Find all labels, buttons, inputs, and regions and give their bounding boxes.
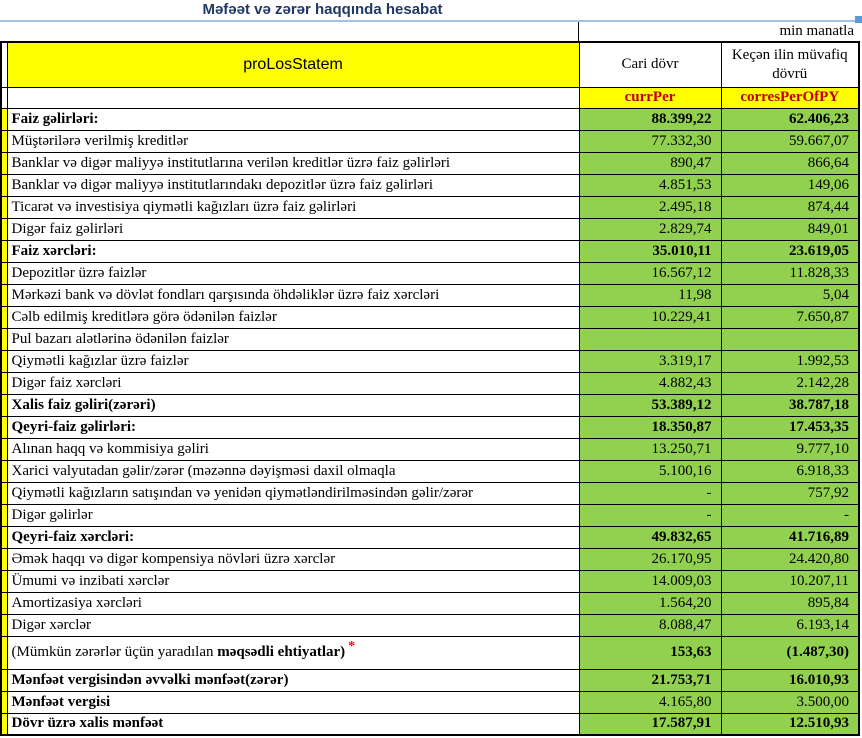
row-value-prior: 12.510,93 bbox=[721, 713, 859, 735]
row-label: Digər faiz xərcləri bbox=[7, 372, 579, 394]
row-value-current: 2.495,18 bbox=[579, 196, 721, 218]
table-row bbox=[1, 570, 859, 592]
spacer bbox=[0, 22, 578, 41]
table-row bbox=[1, 240, 859, 262]
row-value-current: 1.564,20 bbox=[579, 592, 721, 614]
row-value-current: 49.832,65 bbox=[579, 526, 721, 548]
row-value-prior: 23.619,05 bbox=[721, 240, 859, 262]
table-row bbox=[1, 526, 859, 548]
row-label: Ticarət və investisiya qiymətli kağızları üzrə faiz gəlirləri bbox=[7, 196, 579, 218]
row-value-current: 53.389,12 bbox=[579, 394, 721, 416]
row-label: Müştərilərə verilmiş kreditlər bbox=[7, 130, 579, 152]
table-row bbox=[1, 438, 859, 460]
row-label: Cəlb edilmiş kreditlərə görə ödənilən faizlər bbox=[7, 306, 579, 328]
table-row bbox=[1, 482, 859, 504]
row-label: Qeyri-faiz gəlirləri: bbox=[7, 416, 579, 438]
row-value-current: 8.088,47 bbox=[579, 614, 721, 636]
row-value-current: 77.332,30 bbox=[579, 130, 721, 152]
table-row bbox=[1, 284, 859, 306]
table-row bbox=[1, 460, 859, 482]
row-value-prior: - bbox=[721, 504, 859, 526]
row-value-current: 4.851,53 bbox=[579, 174, 721, 196]
row-value-prior: 2.142,28 bbox=[721, 372, 859, 394]
table-row bbox=[1, 592, 859, 614]
row-value-prior: 5,04 bbox=[721, 284, 859, 306]
row-value-prior: (1.487,30) bbox=[721, 636, 859, 669]
row-value-current: 26.170,95 bbox=[579, 548, 721, 570]
row-value-prior: 866,64 bbox=[721, 152, 859, 174]
row-label: Faiz gəlirləri: bbox=[7, 108, 579, 130]
row-value-prior: 757,92 bbox=[721, 482, 859, 504]
table-row bbox=[1, 328, 859, 350]
table-row bbox=[1, 504, 859, 526]
row-value-prior: 41.716,89 bbox=[721, 526, 859, 548]
code-row bbox=[1, 87, 859, 108]
table-row bbox=[1, 262, 859, 284]
code-empty-cell bbox=[7, 87, 579, 108]
row-label: Xarici valyutadan gəlir/zərər (məzənnə dəyişməsi daxil olmaqla bbox=[7, 460, 579, 482]
table-row bbox=[1, 636, 859, 669]
row-label: Mərkəzi bank və dövlət fondları qarşısında öhdəliklər üzrə faiz xərcləri bbox=[7, 284, 579, 306]
table-row bbox=[1, 218, 859, 240]
table-row bbox=[1, 614, 859, 636]
row-label: Mənfəət vergisi bbox=[7, 691, 579, 713]
row-value-prior: 16.010,93 bbox=[721, 669, 859, 691]
row-value-current: 21.753,71 bbox=[579, 669, 721, 691]
row-value-prior bbox=[721, 328, 859, 350]
row-value-prior: 7.650,87 bbox=[721, 306, 859, 328]
row-value-current: 18.350,87 bbox=[579, 416, 721, 438]
header-row bbox=[1, 42, 859, 87]
row-value-current: 10.229,41 bbox=[579, 306, 721, 328]
table-row bbox=[1, 691, 859, 713]
table-row bbox=[1, 548, 859, 570]
row-value-prior: 24.420,80 bbox=[721, 548, 859, 570]
row-label: Alınan haqq və kommisiya gəliri bbox=[7, 438, 579, 460]
page-title: Məfəət və zərər haqqında hesabat bbox=[202, 1, 443, 18]
row-label: Banklar və digər maliyyə institutlarındakı depozitlər üzrə faiz gəlirləri bbox=[7, 174, 579, 196]
row-label: Digər xərclər bbox=[7, 614, 579, 636]
table-row bbox=[1, 350, 859, 372]
row-label: Depozitlər üzrə faizlər bbox=[7, 262, 579, 284]
row-value-current: 890,47 bbox=[579, 152, 721, 174]
table-row bbox=[1, 130, 859, 152]
row-value-prior: 62.406,23 bbox=[721, 108, 859, 130]
table-row bbox=[1, 713, 859, 735]
row-label: Faiz xərcləri: bbox=[7, 240, 579, 262]
unit-note-row bbox=[0, 22, 858, 41]
row-value-current: 17.587,91 bbox=[579, 713, 721, 735]
row-label: (Mümkün zərərlər üçün yaradılan məqsədli ehtiyatlar) * bbox=[7, 636, 579, 669]
row-value-prior: 38.787,18 bbox=[721, 394, 859, 416]
row-value-prior: 874,44 bbox=[721, 196, 859, 218]
row-value-prior: 849,01 bbox=[721, 218, 859, 240]
row-value-prior: 3.500,00 bbox=[721, 691, 859, 713]
row-value-current bbox=[579, 328, 721, 350]
statement-name-cell: proLosStatem bbox=[7, 42, 579, 87]
row-label: Pul bazarı alətlərinə ödənilən faizlər bbox=[7, 328, 579, 350]
row-value-current: 2.829,74 bbox=[579, 218, 721, 240]
col-header-prior: Keçən ilin müvafiq dövrü bbox=[721, 42, 859, 87]
row-label: Qiymətli kağızlar üzrə faizlər bbox=[7, 350, 579, 372]
row-value-current: 3.319,17 bbox=[579, 350, 721, 372]
table-row bbox=[1, 394, 859, 416]
row-label: Digər faiz gəlirləri bbox=[7, 218, 579, 240]
table-row bbox=[1, 669, 859, 691]
col-header-current: Cari dövr bbox=[579, 42, 721, 87]
selection-handle[interactable] bbox=[855, 16, 862, 23]
row-value-current: 35.010,11 bbox=[579, 240, 721, 262]
row-value-current: 14.009,03 bbox=[579, 570, 721, 592]
col-code-current: currPer bbox=[579, 87, 721, 108]
row-value-current: 11,98 bbox=[579, 284, 721, 306]
title-bar bbox=[0, 0, 862, 22]
table-row bbox=[1, 108, 859, 130]
table-row bbox=[1, 196, 859, 218]
row-value-current: 13.250,71 bbox=[579, 438, 721, 460]
row-label: Xalis faiz gəliri(zərəri) bbox=[7, 394, 579, 416]
col-code-prior: corresPerOfPY bbox=[721, 87, 859, 108]
row-value-prior: 9.777,10 bbox=[721, 438, 859, 460]
row-value-prior: 149,06 bbox=[721, 174, 859, 196]
row-label: Banklar və digər maliyyə institutlarına verilən kreditlər üzrə faiz gəlirləri bbox=[7, 152, 579, 174]
row-value-current: 5.100,16 bbox=[579, 460, 721, 482]
row-value-prior: 17.453,35 bbox=[721, 416, 859, 438]
table-row bbox=[1, 372, 859, 394]
row-label: Qiymətli kağızların satışından və yenidən qiymətləndirilməsindən gəlir/zərər bbox=[7, 482, 579, 504]
row-value-prior: 6.918,33 bbox=[721, 460, 859, 482]
table-row bbox=[1, 174, 859, 196]
row-value-current: 4.882,43 bbox=[579, 372, 721, 394]
footnote-star: * bbox=[348, 639, 356, 654]
table-row bbox=[1, 152, 859, 174]
row-label: Mənfəət vergisindən əvvəlki mənfəət(zərər) bbox=[7, 669, 579, 691]
row-value-current: 16.567,12 bbox=[579, 262, 721, 284]
row-value-prior: 1.992,53 bbox=[721, 350, 859, 372]
row-value-prior: 59.667,07 bbox=[721, 130, 859, 152]
row-value-current: - bbox=[579, 504, 721, 526]
row-value-prior: 895,84 bbox=[721, 592, 859, 614]
profit-loss-table bbox=[0, 41, 860, 736]
table-row bbox=[1, 306, 859, 328]
row-value-current: 4.165,80 bbox=[579, 691, 721, 713]
row-label: Əmək haqqı və digər kompensiya növləri üzrə xərclər bbox=[7, 548, 579, 570]
row-label: Qeyri-faiz xərcləri: bbox=[7, 526, 579, 548]
row-value-prior: 6.193,14 bbox=[721, 614, 859, 636]
table-row bbox=[1, 416, 859, 438]
row-label: Dövr üzrə xalis mənfəət bbox=[7, 713, 579, 735]
row-value-current: - bbox=[579, 482, 721, 504]
unit-note: min manatla bbox=[578, 22, 858, 41]
row-label: Amortizasiya xərcləri bbox=[7, 592, 579, 614]
row-value-prior: 11.828,33 bbox=[721, 262, 859, 284]
row-label: Digər gəlirlər bbox=[7, 504, 579, 526]
row-value-current: 153,63 bbox=[579, 636, 721, 669]
row-value-current: 88.399,22 bbox=[579, 108, 721, 130]
row-label: Ümumi və inzibati xərclər bbox=[7, 570, 579, 592]
row-value-prior: 10.207,11 bbox=[721, 570, 859, 592]
